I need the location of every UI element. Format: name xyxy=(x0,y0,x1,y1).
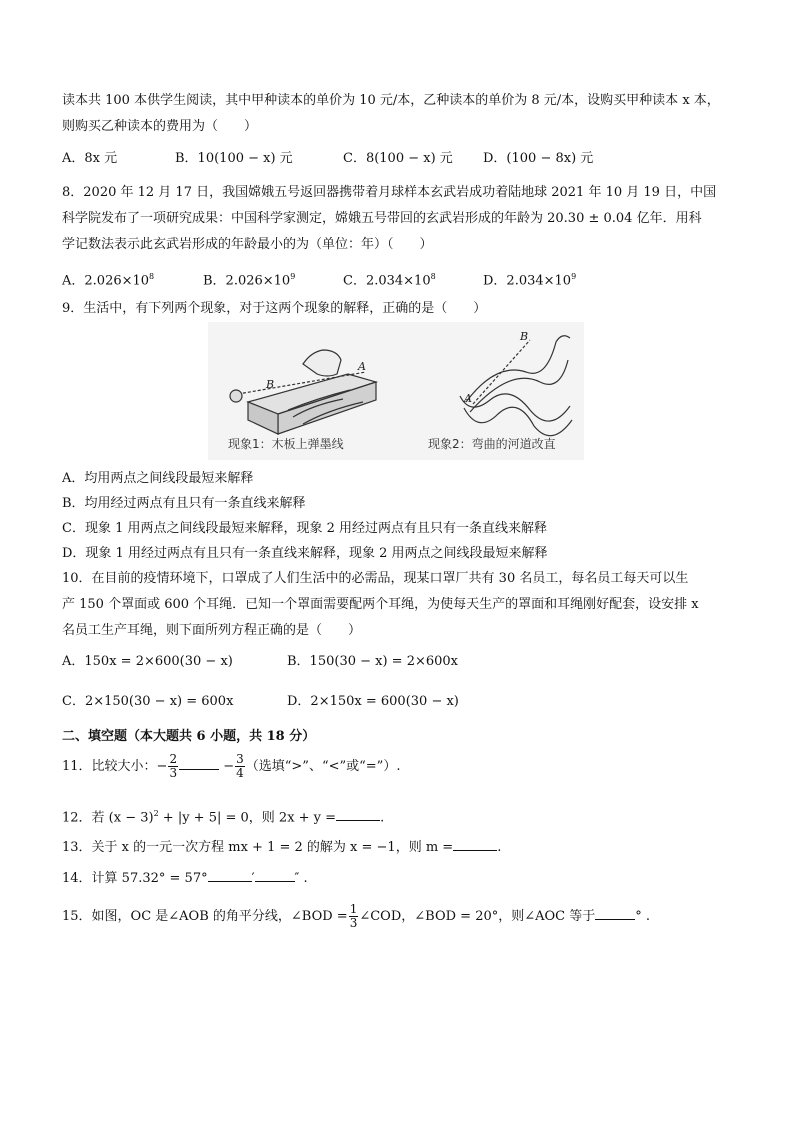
q11: 11．比较大小：− $\frac{2}{3}$ − $\frac{3}{4}$ （选填“>”、“<”或“=”）. xyxy=(62,752,401,780)
q9-option-a: A．均用两点之间线段最短来解释 xyxy=(62,471,254,486)
q8-option-b: B．$2.026\times 10^9$ xyxy=(203,272,296,289)
q9-option-d: D．现象 1 用经过两点有且只有一条直线来解释，现象 2 用两点之间线段最短来解释 xyxy=(62,546,548,561)
q13-answer-blank[interactable] xyxy=(453,836,497,851)
q7-option-c: C．8(100 − x) 元 xyxy=(343,151,453,166)
q11-fraction-2: $\frac{3}{4}$ xyxy=(236,752,244,780)
q14-seconds-blank[interactable] xyxy=(255,867,295,882)
q10-line3: 名员工生产耳绳，则下面所列方程正确的是（ ） xyxy=(62,623,362,638)
q10-option-d: D．2×150x = 600(30 − x) xyxy=(287,694,459,709)
q9-figure xyxy=(208,322,584,460)
q8-option-d: D．$2.034\times 10^9$ xyxy=(483,272,577,289)
q7-option-d: D．(100 − 8x) 元 xyxy=(483,151,594,166)
q10-line1: 10．在目前的疫情环境下，口罩成了人们生活中的必需品，现某口罩厂共有 30 名员工，每名员工每天可以生 xyxy=(62,571,689,586)
q8-line1: 8．2020 年 12 月 17 日，我国嫦娥五号返回器携带着月球样本玄武岩成功着陆地球 2021 年 10 月 19 日，中国 xyxy=(62,185,717,200)
fig1-label-a: A xyxy=(358,360,366,373)
q14: 14．计算 57.32° = 57° ′ ″ . xyxy=(62,867,308,888)
fig1-caption: 现象1：木板上弹墨线 xyxy=(228,437,344,451)
q7-line1: 读本共 100 本供学生阅读，其中甲种读本的单价为 10 元/本，乙种读本的单价为 8 元/本，设购买甲种读本 x 本， xyxy=(62,93,720,108)
q7-option-b: B．10(100 − x) 元 xyxy=(175,151,293,166)
section-heading-fill-in: 二、填空题（本大题共 6 小题，共 18 分） xyxy=(62,729,316,744)
q15-fraction: $\frac{1}{3}$ xyxy=(349,902,358,930)
fig2-label-a: A xyxy=(464,392,472,405)
q14-minutes-blank[interactable] xyxy=(208,867,252,882)
q15-answer-blank[interactable] xyxy=(595,905,635,920)
q12: 12．若 $(x - 3)^2 + |y + 5| = 0$，则 2x + y = . xyxy=(62,805,384,827)
fig2-caption: 现象2：弯曲的河道改直 xyxy=(428,437,556,451)
q10-option-a: A．150x = 2×600(30 − x) xyxy=(62,654,233,669)
fig2-label-b: B xyxy=(520,330,529,343)
fig1-label-b: B xyxy=(266,378,275,391)
q15: 15．如图，OC 是∠AOB 的角平分线，∠BOD = $\frac{1}{3}$ ∠COD，∠BOD = 20°，则∠AOC 等于 ° . xyxy=(62,902,651,930)
q9-option-b: B．均用经过两点有且只有一条直线来解释 xyxy=(62,496,306,511)
q8-option-a: A．$2.026\times 10^8$ xyxy=(62,272,155,289)
q10-line2: 产 150 个罩面或 600 个耳绳．已知一个罩面需要配两个耳绳，为使每天生产的罩面和耳绳刚好配套，设安排 x xyxy=(62,597,699,612)
q8-line3: 学记数法表示此玄武岩形成的年龄最小的为（单位：年）（ ） xyxy=(62,237,433,252)
q8-line2: 科学院发布了一项研究成果：中国科学家测定，嫦娥五号带回的玄武岩形成的年龄为 20.30 ± 0.04 亿年．用科 xyxy=(62,211,702,226)
q7-option-a: A．8x 元 xyxy=(62,151,118,166)
q8-option-c: C．$2.034\times 10^8$ xyxy=(343,272,436,289)
q12-answer-blank[interactable] xyxy=(336,806,380,821)
q10-option-b: B．150(30 − x) = 2×600x xyxy=(287,654,459,669)
q11-answer-blank[interactable] xyxy=(179,755,219,770)
q9-option-c: C．现象 1 用两点之间线段最短来解释，现象 2 用经过两点有且只有一条直线来解释 xyxy=(62,521,548,536)
q9-stem: 9．生活中，有下列两个现象，对于这两个现象的解释，正确的是（ ） xyxy=(62,301,487,316)
q10-option-c: C．2×150(30 − x) = 600x xyxy=(62,694,234,709)
q11-fraction-1: $\frac{2}{3}$ xyxy=(169,752,178,780)
q7-line2: 则购买乙种读本的费用为（ ） xyxy=(62,119,258,134)
q13: 13．关于 x 的一元一次方程 mx + 1 = 2 的解为 x = −1，则 m = . xyxy=(62,836,501,857)
